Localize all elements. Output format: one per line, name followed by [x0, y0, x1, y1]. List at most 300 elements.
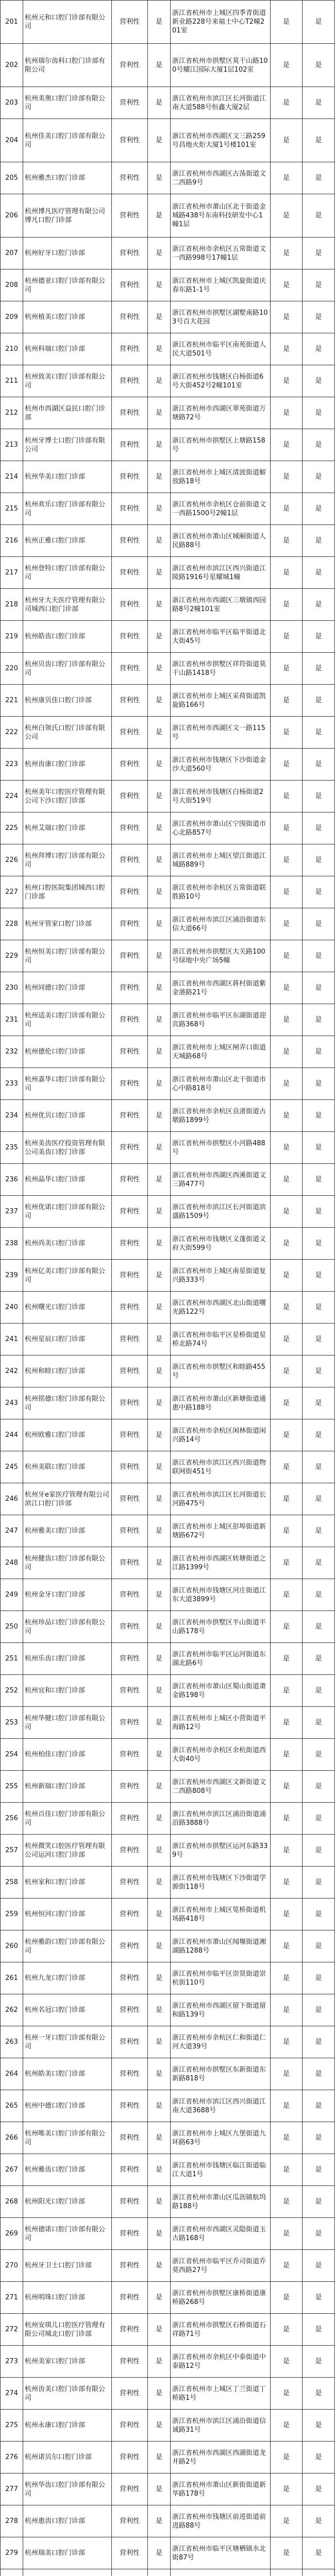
row-number-cell [1, 269, 23, 301]
flag-c-value: 是 [315, 1272, 322, 1279]
flag-a-value: 是 [155, 249, 162, 257]
institution-name: 杭州元和口腔门诊部有限公司 [25, 13, 106, 30]
flag-b-value-cell [271, 1899, 303, 1930]
nature-label-cell [112, 1068, 148, 1099]
flag-a-value-cell [148, 2314, 171, 2345]
flag-c-value: 是 [315, 1751, 322, 1758]
institution-name-cell [23, 1962, 112, 1994]
flag-b-value-cell [271, 749, 303, 780]
nature-label: 营利性 [119, 2230, 140, 2238]
flag-b-value-cell [271, 1547, 303, 1579]
table-row [1, 685, 335, 717]
nature-label: 营利性 [119, 473, 140, 481]
flag-b-value: 是 [282, 920, 290, 928]
flag-c-value-cell [303, 1643, 335, 1674]
address-text-cell [171, 972, 271, 1004]
row-number-cell [1, 2154, 23, 2185]
flag-a-value: 是 [155, 2389, 162, 2397]
table-row [1, 87, 335, 119]
flag-c-value-cell [303, 972, 335, 1004]
institution-name-cell [23, 621, 112, 652]
flag-b-value: 是 [282, 2294, 290, 2301]
flag-b-value: 是 [282, 99, 290, 107]
row-number: 222 [5, 728, 18, 736]
table-row [1, 238, 335, 269]
nature-label: 营利性 [119, 1559, 140, 1567]
flag-c-value-cell [303, 1930, 335, 1962]
address-text-cell [171, 1579, 271, 1611]
flag-a-value: 是 [155, 824, 162, 832]
flag-a-value: 是 [155, 760, 162, 768]
row-number-cell [1, 972, 23, 1004]
flag-a-value: 是 [155, 212, 162, 219]
nature-label-cell [112, 2410, 148, 2441]
flag-a-value: 是 [155, 1719, 162, 1726]
nature-label-cell [112, 238, 148, 269]
address-text: 浙江省杭州市上城区笕桥街道机场路418号 [172, 1906, 266, 1923]
flag-a-value-cell [148, 876, 171, 908]
table-row [1, 2410, 335, 2442]
flag-c-value: 是 [315, 984, 322, 992]
flag-c-value: 是 [315, 281, 322, 289]
address-text: 浙江省杭州市拱墅区石桥街道石祥路71号 [172, 2321, 266, 2338]
flag-c-value-cell [303, 194, 335, 237]
row-number: 243 [5, 1399, 18, 1407]
flag-b-value: 是 [282, 2230, 290, 2238]
address-text: 浙江省杭州市余杭区五常街道文一西路998号17幢1层 [172, 245, 266, 262]
address-text: 浙江省杭州市上城区彭埠街道新塘路672号 [172, 1522, 266, 1539]
flag-c-value: 是 [315, 1815, 322, 1822]
flag-c-value-cell [303, 2537, 335, 2569]
flag-c-value-cell [303, 812, 335, 844]
flag-b-value: 是 [282, 633, 290, 640]
address-text-cell [171, 1292, 271, 1323]
table-row [1, 2537, 335, 2569]
nature-label-cell [112, 685, 148, 716]
flag-c-value-cell [303, 653, 335, 684]
nature-label-cell [112, 397, 148, 429]
nature-label-cell [112, 653, 148, 684]
address-text: 浙江省杭州市萧山区蜀山街道萧金路198号 [172, 1682, 266, 1699]
institution-name-cell [23, 1483, 112, 1515]
flag-b-value-cell [271, 2473, 303, 2505]
flag-c-value: 是 [315, 2006, 322, 2014]
address-text-cell [171, 2250, 271, 2281]
address-text-cell [171, 238, 271, 269]
row-number: 248 [5, 1559, 18, 1567]
nature-label-cell [112, 589, 148, 620]
table-row [1, 1451, 335, 1483]
flag-b-value: 是 [282, 888, 290, 896]
row-number: 245 [5, 1463, 18, 1471]
institution-name: 杭州皓齿口腔门诊部 [25, 633, 86, 640]
table-row [1, 1100, 335, 1132]
flag-b-value: 是 [282, 952, 290, 960]
row-number: 211 [5, 377, 18, 385]
address-text: 浙江省杭州市上城区九堡街道九环路63号 [172, 2129, 266, 2146]
row-number: 246 [5, 1495, 18, 1503]
address-text: 浙江省杭州市上城区采荷街道凯旋路166号 [172, 692, 266, 709]
address-text-cell [171, 1100, 271, 1131]
nature-label-cell [112, 1962, 148, 1994]
flag-b-value-cell [271, 2537, 303, 2569]
flag-b-value: 是 [282, 1559, 290, 1567]
address-text-cell [171, 908, 271, 940]
flag-b-value: 是 [282, 2070, 290, 2078]
address-text: 浙江省杭州市萧山区宁围街道市心北路857号 [172, 820, 266, 837]
flag-a-value-cell [148, 1867, 171, 1898]
institution-name: 杭州金牙口腔门诊部 [25, 1591, 86, 1599]
flag-a-value: 是 [155, 2294, 162, 2301]
institution-name-cell [23, 2410, 112, 2441]
flag-b-value-cell [271, 1036, 303, 1067]
row-number-cell [1, 2537, 23, 2569]
row-number: 269 [5, 2230, 18, 2238]
flag-c-value: 是 [315, 1240, 322, 1247]
table-row [1, 2569, 335, 2576]
row-number: 271 [5, 2294, 18, 2301]
institution-name-cell [23, 333, 112, 365]
nature-label-cell [112, 1515, 148, 1547]
address-text-cell [171, 557, 271, 588]
table-row [1, 1739, 335, 1771]
flag-b-value: 是 [282, 1303, 290, 1311]
flag-c-value-cell [303, 1547, 335, 1579]
flag-a-value-cell [148, 1930, 171, 1962]
flag-b-value-cell [271, 2410, 303, 2441]
nature-label: 营利性 [119, 2294, 140, 2301]
institution-name-cell [23, 2090, 112, 2122]
flag-a-value: 是 [155, 1431, 162, 1439]
nature-label: 营利性 [119, 1144, 140, 1151]
institution-name-cell [23, 1164, 112, 1195]
row-number: 223 [5, 760, 18, 768]
nature-label-cell [112, 1994, 148, 2026]
table-row [1, 1515, 335, 1547]
flag-c-value-cell [303, 238, 335, 269]
nature-label-cell [112, 1228, 148, 1259]
row-number: 247 [5, 1527, 18, 1535]
address-text-cell [171, 781, 271, 812]
row-number: 249 [5, 1591, 18, 1599]
row-number-cell [1, 1579, 23, 1611]
flag-a-value-cell [148, 2122, 171, 2154]
flag-a-value-cell [148, 2473, 171, 2505]
flag-b-value: 是 [282, 1846, 290, 1854]
institution-name: 杭州星辰口腔门诊部 [25, 1335, 86, 1343]
nature-label: 营利性 [119, 1335, 140, 1343]
table-row [1, 621, 335, 653]
nature-label: 营利性 [119, 2517, 140, 2525]
row-number-cell [1, 1899, 23, 1930]
nature-label-cell [112, 2186, 148, 2217]
flag-a-value: 是 [155, 1016, 162, 1024]
flag-a-value-cell [148, 1132, 171, 1163]
institution-name: 杭州德诺口腔门诊部有限公司 [25, 2225, 106, 2242]
flag-c-value-cell [303, 2250, 335, 2281]
flag-a-value-cell [148, 1292, 171, 1323]
nature-label-cell [112, 1547, 148, 1579]
address-text-cell [171, 1771, 271, 1802]
flag-b-value-cell [271, 1675, 303, 1706]
flag-a-value-cell [148, 1387, 171, 1419]
flag-a-value-cell [148, 1994, 171, 2026]
nature-label: 营利性 [119, 1527, 140, 1535]
row-number-cell [1, 653, 23, 684]
table-row [1, 1547, 335, 1579]
address-text: 浙江省杭州市钱塘区白杨街道6号大街452号2幢101室 [172, 372, 264, 389]
row-number-cell [1, 781, 23, 812]
institution-name: 杭州中德口腔门诊部 [25, 2102, 86, 2110]
flag-c-value-cell [303, 119, 335, 162]
flag-a-value: 是 [155, 665, 162, 672]
flag-b-value: 是 [282, 1463, 290, 1471]
row-number-cell [1, 1164, 23, 1195]
flag-c-value: 是 [315, 345, 322, 353]
flag-b-value-cell [271, 119, 303, 162]
institution-name-cell [23, 940, 112, 972]
flag-c-value: 是 [315, 633, 322, 640]
address-text: 浙江省杭州市拱墅区康桥街道康桥路268号 [172, 2289, 266, 2306]
flag-a-value-cell [148, 2569, 171, 2576]
flag-a-value: 是 [155, 888, 162, 896]
institution-name: 杭州安琪儿口腔医疗管理有限公司城北口腔门诊部 [25, 2321, 106, 2338]
flag-a-value-cell [148, 87, 171, 118]
flag-c-value: 是 [315, 377, 322, 385]
nature-label-cell [112, 1100, 148, 1131]
flag-c-value: 是 [315, 537, 322, 545]
institution-name-cell [23, 1643, 112, 1674]
table-row [1, 1132, 335, 1164]
row-number-cell [1, 1707, 23, 1738]
flag-b-value: 是 [282, 2326, 290, 2333]
address-text-cell [171, 2314, 271, 2345]
nature-label-cell [112, 2378, 148, 2409]
flag-b-value: 是 [282, 1655, 290, 1663]
row-number: 237 [5, 1208, 18, 1215]
address-text-cell [171, 685, 271, 716]
institution-name: 杭州美联口腔门诊部 [25, 1463, 86, 1471]
flag-b-value: 是 [282, 1144, 290, 1151]
address-text: 浙江省杭州市临平区运河街道东湖北路6号 [172, 1650, 266, 1667]
address-text: 浙江省杭州市拱墅区莫干山路100号耀江国际大厦1层102室 [172, 57, 268, 74]
flag-c-value-cell [303, 1483, 335, 1515]
flag-a-value-cell [148, 1, 171, 43]
table-row [1, 397, 335, 429]
flag-a-value-cell [148, 2058, 171, 2090]
address-text-cell [171, 493, 271, 524]
institution-name: 杭州齿美口腔门诊部有限公司 [25, 2385, 106, 2402]
flag-b-value: 是 [282, 2038, 290, 2046]
table-row [1, 972, 335, 1004]
flag-a-value-cell [148, 749, 171, 780]
nature-label-cell [112, 1803, 148, 1834]
row-number: 228 [5, 920, 18, 928]
institution-name-cell [23, 269, 112, 301]
address-text-cell [171, 119, 271, 162]
nature-label-cell [112, 2122, 148, 2154]
flag-c-value-cell [303, 1260, 335, 1291]
table-row [1, 1707, 335, 1739]
flag-b-value: 是 [282, 377, 290, 385]
row-number-cell [1, 301, 23, 333]
nature-label: 营利性 [119, 441, 140, 449]
nature-label: 营利性 [119, 1431, 140, 1439]
row-number-cell [1, 876, 23, 908]
table-row [1, 653, 335, 685]
flag-b-value-cell [271, 1419, 303, 1451]
row-number: 254 [5, 1751, 18, 1758]
table-row [1, 812, 335, 844]
flag-c-value-cell [303, 87, 335, 118]
nature-label-cell [112, 621, 148, 652]
flag-b-value: 是 [282, 1815, 290, 1822]
address-text-cell [171, 2154, 271, 2185]
address-text-cell [171, 2378, 271, 2409]
institution-name-cell [23, 87, 112, 118]
flag-b-value-cell [271, 940, 303, 972]
institution-name: 杭州微笑口腔医疗管理有限公司运河口腔门诊部 [25, 1842, 106, 1859]
flag-a-value: 是 [155, 1303, 162, 1311]
flag-c-value-cell [303, 685, 335, 716]
flag-b-value-cell [271, 1387, 303, 1419]
row-number: 256 [5, 1815, 18, 1822]
flag-c-value-cell [303, 2346, 335, 2377]
flag-b-value: 是 [282, 2358, 290, 2365]
institution-name: 杭州新瑞口腔门诊部 [25, 1783, 86, 1790]
nature-label-cell [112, 1611, 148, 1642]
table-row [1, 1771, 335, 1803]
institution-name-cell [23, 1324, 112, 1355]
flag-c-value: 是 [315, 1559, 322, 1567]
address-text: 浙江省杭州市拱墅区运河东路339号 [172, 1842, 268, 1859]
flag-a-value-cell [148, 1707, 171, 1738]
flag-c-value-cell [303, 2442, 335, 2473]
nature-label-cell [112, 2282, 148, 2313]
flag-c-value: 是 [315, 665, 322, 672]
nature-label-cell [112, 1419, 148, 1451]
flag-b-value: 是 [282, 760, 290, 768]
table-row [1, 781, 335, 812]
institution-name-cell [23, 493, 112, 524]
flag-c-value: 是 [315, 99, 322, 107]
flag-b-value: 是 [282, 1176, 290, 1183]
address-text: 浙江省杭州市西湖区蒋村街道紫金港路21号 [172, 979, 266, 996]
address-text-cell [171, 2410, 271, 2441]
table-row [1, 2186, 335, 2218]
nature-label: 营利性 [119, 1974, 140, 1982]
flag-b-value-cell [271, 1994, 303, 2026]
table-row [1, 844, 335, 876]
address-text: 浙江省杭州市余杭区闲林街道闲兴路14号 [172, 1427, 266, 1444]
flag-b-value-cell [271, 812, 303, 844]
flag-b-value-cell [271, 557, 303, 588]
nature-label: 营利性 [119, 1176, 140, 1183]
flag-c-value: 是 [315, 1431, 322, 1439]
flag-b-value: 是 [282, 1942, 290, 1950]
table-row [1, 2090, 335, 2122]
flag-b-value-cell [271, 2218, 303, 2249]
institution-name: 杭州柏佳口腔门诊部 [25, 1751, 86, 1758]
flag-a-value: 是 [155, 345, 162, 353]
flag-b-value: 是 [282, 1495, 290, 1503]
address-text-cell [171, 1324, 271, 1355]
institution-name-cell [23, 2473, 112, 2505]
flag-a-value-cell [148, 1835, 171, 1866]
row-number: 232 [5, 1048, 18, 1056]
institution-name-cell [23, 2186, 112, 2217]
flag-a-value-cell [148, 1228, 171, 1259]
institution-name-cell [23, 1867, 112, 1898]
nature-label-cell [112, 2346, 148, 2377]
nature-label-cell [112, 2250, 148, 2281]
nature-label: 营利性 [119, 984, 140, 992]
flag-b-value-cell [271, 493, 303, 524]
flag-a-value-cell [148, 1036, 171, 1067]
row-number-cell [1, 2282, 23, 2313]
flag-b-value-cell [271, 1068, 303, 1099]
institution-name-cell [23, 2537, 112, 2569]
flag-c-value-cell [303, 1803, 335, 1834]
flag-c-value-cell [303, 2090, 335, 2122]
address-text: 浙江省杭州市余杭区仓前街道文一西路1500号2幢1层 [172, 500, 266, 517]
flag-a-value: 是 [155, 1687, 162, 1694]
address-text-cell [171, 2569, 271, 2576]
institution-name: 杭州优诺口腔门诊部有限公司 [25, 1203, 106, 1220]
flag-b-value-cell [271, 844, 303, 876]
flag-c-value: 是 [315, 61, 322, 69]
nature-label-cell [112, 119, 148, 162]
nature-label: 营利性 [119, 1240, 140, 1247]
institution-name: 杭州宜和口腔门诊部 [25, 1687, 86, 1694]
table-row [1, 589, 335, 621]
flag-c-value: 是 [315, 760, 322, 768]
institution-name: 杭州佳美口腔门诊部有限公司 [25, 132, 106, 149]
flag-a-value: 是 [155, 1527, 162, 1535]
flag-b-value: 是 [282, 212, 290, 219]
flag-b-value-cell [271, 365, 303, 397]
nature-label: 营利性 [119, 345, 140, 353]
table-row [1, 1, 335, 44]
nature-label: 营利性 [119, 1208, 140, 1215]
flag-b-value-cell [271, 269, 303, 301]
institution-name-cell [23, 1004, 112, 1036]
institution-name-cell [23, 2058, 112, 2090]
address-text: 浙江省杭州市萧山区瓜沥镇航坞路188号 [172, 2193, 266, 2210]
institution-name: 杭州美年口腔医疗管理有限公司下沙口腔门诊部 [25, 788, 106, 805]
flag-c-value-cell [303, 269, 335, 301]
nature-label-cell [112, 1707, 148, 1738]
row-number: 270 [5, 2262, 18, 2269]
row-number-cell [1, 1419, 23, 1451]
flag-c-value-cell [303, 44, 335, 87]
address-text-cell [171, 621, 271, 652]
institution-name: 杭州乐齿口腔门诊部 [25, 1655, 86, 1663]
nature-label: 营利性 [119, 2006, 140, 2014]
flag-b-value: 是 [282, 2102, 290, 2110]
flag-b-value: 是 [282, 697, 290, 704]
address-text: 浙江省杭州市拱墅区和睦路455号 [172, 1363, 265, 1380]
flag-b-value: 是 [282, 2198, 290, 2206]
flag-c-value: 是 [315, 2166, 322, 2174]
row-number: 216 [5, 537, 18, 545]
row-number: 219 [5, 633, 18, 640]
institution-name-cell [23, 2378, 112, 2409]
table-row [1, 2346, 335, 2378]
flag-b-value-cell [271, 44, 303, 87]
flag-b-value: 是 [282, 569, 290, 577]
address-text-cell [171, 1260, 271, 1291]
